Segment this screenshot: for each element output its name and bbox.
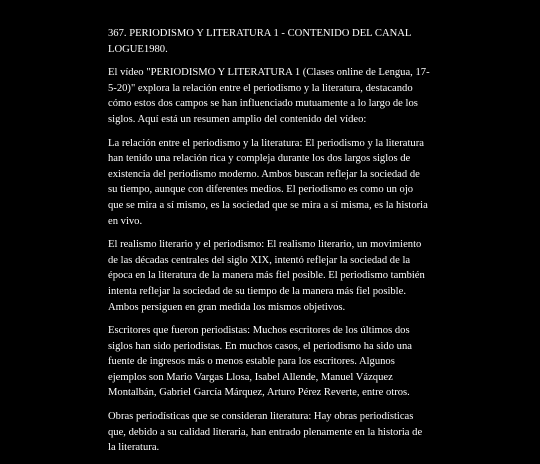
- paragraph-relation: La relación entre el periodismo y la literatura: El periodismo y la literatura han tenido una relación rica y compleja durante los dos largos siglos de existencia del periodismo moderno. Ambos buscan reflejar la sociedad de su tiempo, aunque con diferentes medios. El periodismo es como un ojo que se mira a sí mismo, es la sociedad que se mira a sí misma, es la historia en vivo.: [108, 137, 428, 227]
- article-body: [108, 26, 431, 464]
- paragraph-writers: Escritores que fueron periodistas: Muchos escritores de los últimos dos siglos han sido periodistas. En muchos casos, el periodismo ha sido una fuente de ingresos más o menos estable para los escritores. Algunos ejemplos son Mario Vargas Llosa, Isabel Allende, Manuel Vázquez Montalbán, Gabriel García Márquez, Arturo Pérez Reverte, entre otros.: [108, 325, 412, 399]
- paragraph-works: Obras periodísticas que se consideran literatura: Hay obras periodísticas que, debido a su calidad literaria, han entrado plenamente en la historia de la literatura.: [108, 411, 423, 454]
- paragraph-realism: El realismo literario y el periodismo: El realismo literario, un movimiento de las décadas centrales del siglo XIX, intentó reflejar la sociedad de la época en la literatura de la manera más fiel posible. El periodismo también intenta reflejar la sociedad de su tiempo de la manera más fiel posible. Ambos persiguen en gran medida los mismos objetivos.: [108, 239, 425, 313]
- intro-paragraph: El vídeo "PERIODISMO Y LITERATURA 1 (Clases online de Lengua, 17-5-20)" explora la relación entre el periodismo y la literatura, destacando cómo estos dos campos se han influenciado mutuamente a lo largo de los siglos. Aquí está un resumen amplio del contenido del vídeo:: [108, 67, 430, 125]
- article-title: 367. PERIODISMO Y LITERATURA 1 - CONTENIDO DEL CANAL LOGUE1980.: [108, 28, 411, 55]
